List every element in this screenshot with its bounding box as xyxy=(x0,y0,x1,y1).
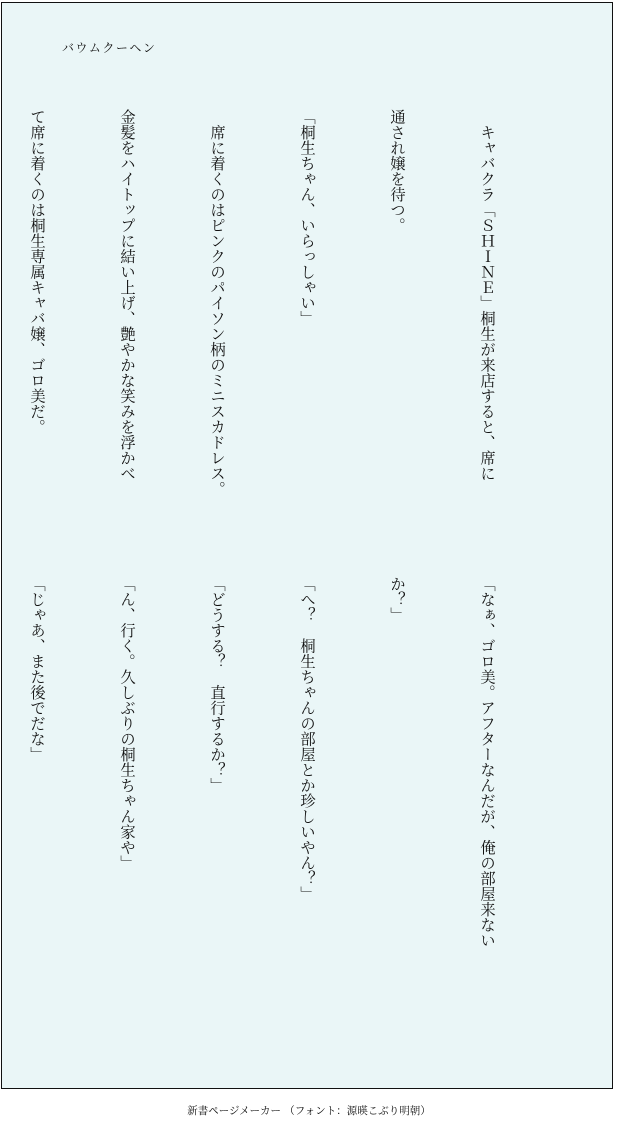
text-line: 「ん、行く。久しぶりの桐生ちゃん家や」 xyxy=(118,576,136,871)
text-line: か？」 xyxy=(388,576,406,623)
footer-caption: 新書ページメーカー （フォント：源暎こぶり明朝） xyxy=(187,1105,431,1117)
text-line: て席に着くのは桐生専属キャバ嬢、ゴロ美だ。 xyxy=(28,109,46,435)
text-line: 席に着くのはピンクのパイソン柄のミニスカドレス。 xyxy=(208,109,226,497)
text-block-upper xyxy=(0,109,562,549)
text-block-lower xyxy=(0,576,562,1016)
text-line: キャバクラ「ＳＨＩＮＥ」桐生が来店すると、席に xyxy=(478,109,496,481)
text-line: 「どうする？ 直行するか？」 xyxy=(208,576,226,793)
text-line: 「じゃあ、また後でだな」 xyxy=(28,576,46,762)
page-sheet xyxy=(1,2,613,1089)
text-line: 通され嬢を待つ。 xyxy=(388,109,406,233)
text-line: 「なぁ、ゴロ美。アフターなんだが、俺の部屋来ない xyxy=(478,576,496,948)
text-line: 「へ？ 桐生ちゃんの部屋とか珍しいやん？」 xyxy=(298,576,316,902)
text-line: 「桐生ちゃん、いらっしゃい」 xyxy=(298,109,316,326)
text-line: 金髪をハイトップに結い上げ、艶やかな笑みを浮かべ xyxy=(118,109,136,481)
page-title: バウムクーヘン xyxy=(62,41,157,55)
